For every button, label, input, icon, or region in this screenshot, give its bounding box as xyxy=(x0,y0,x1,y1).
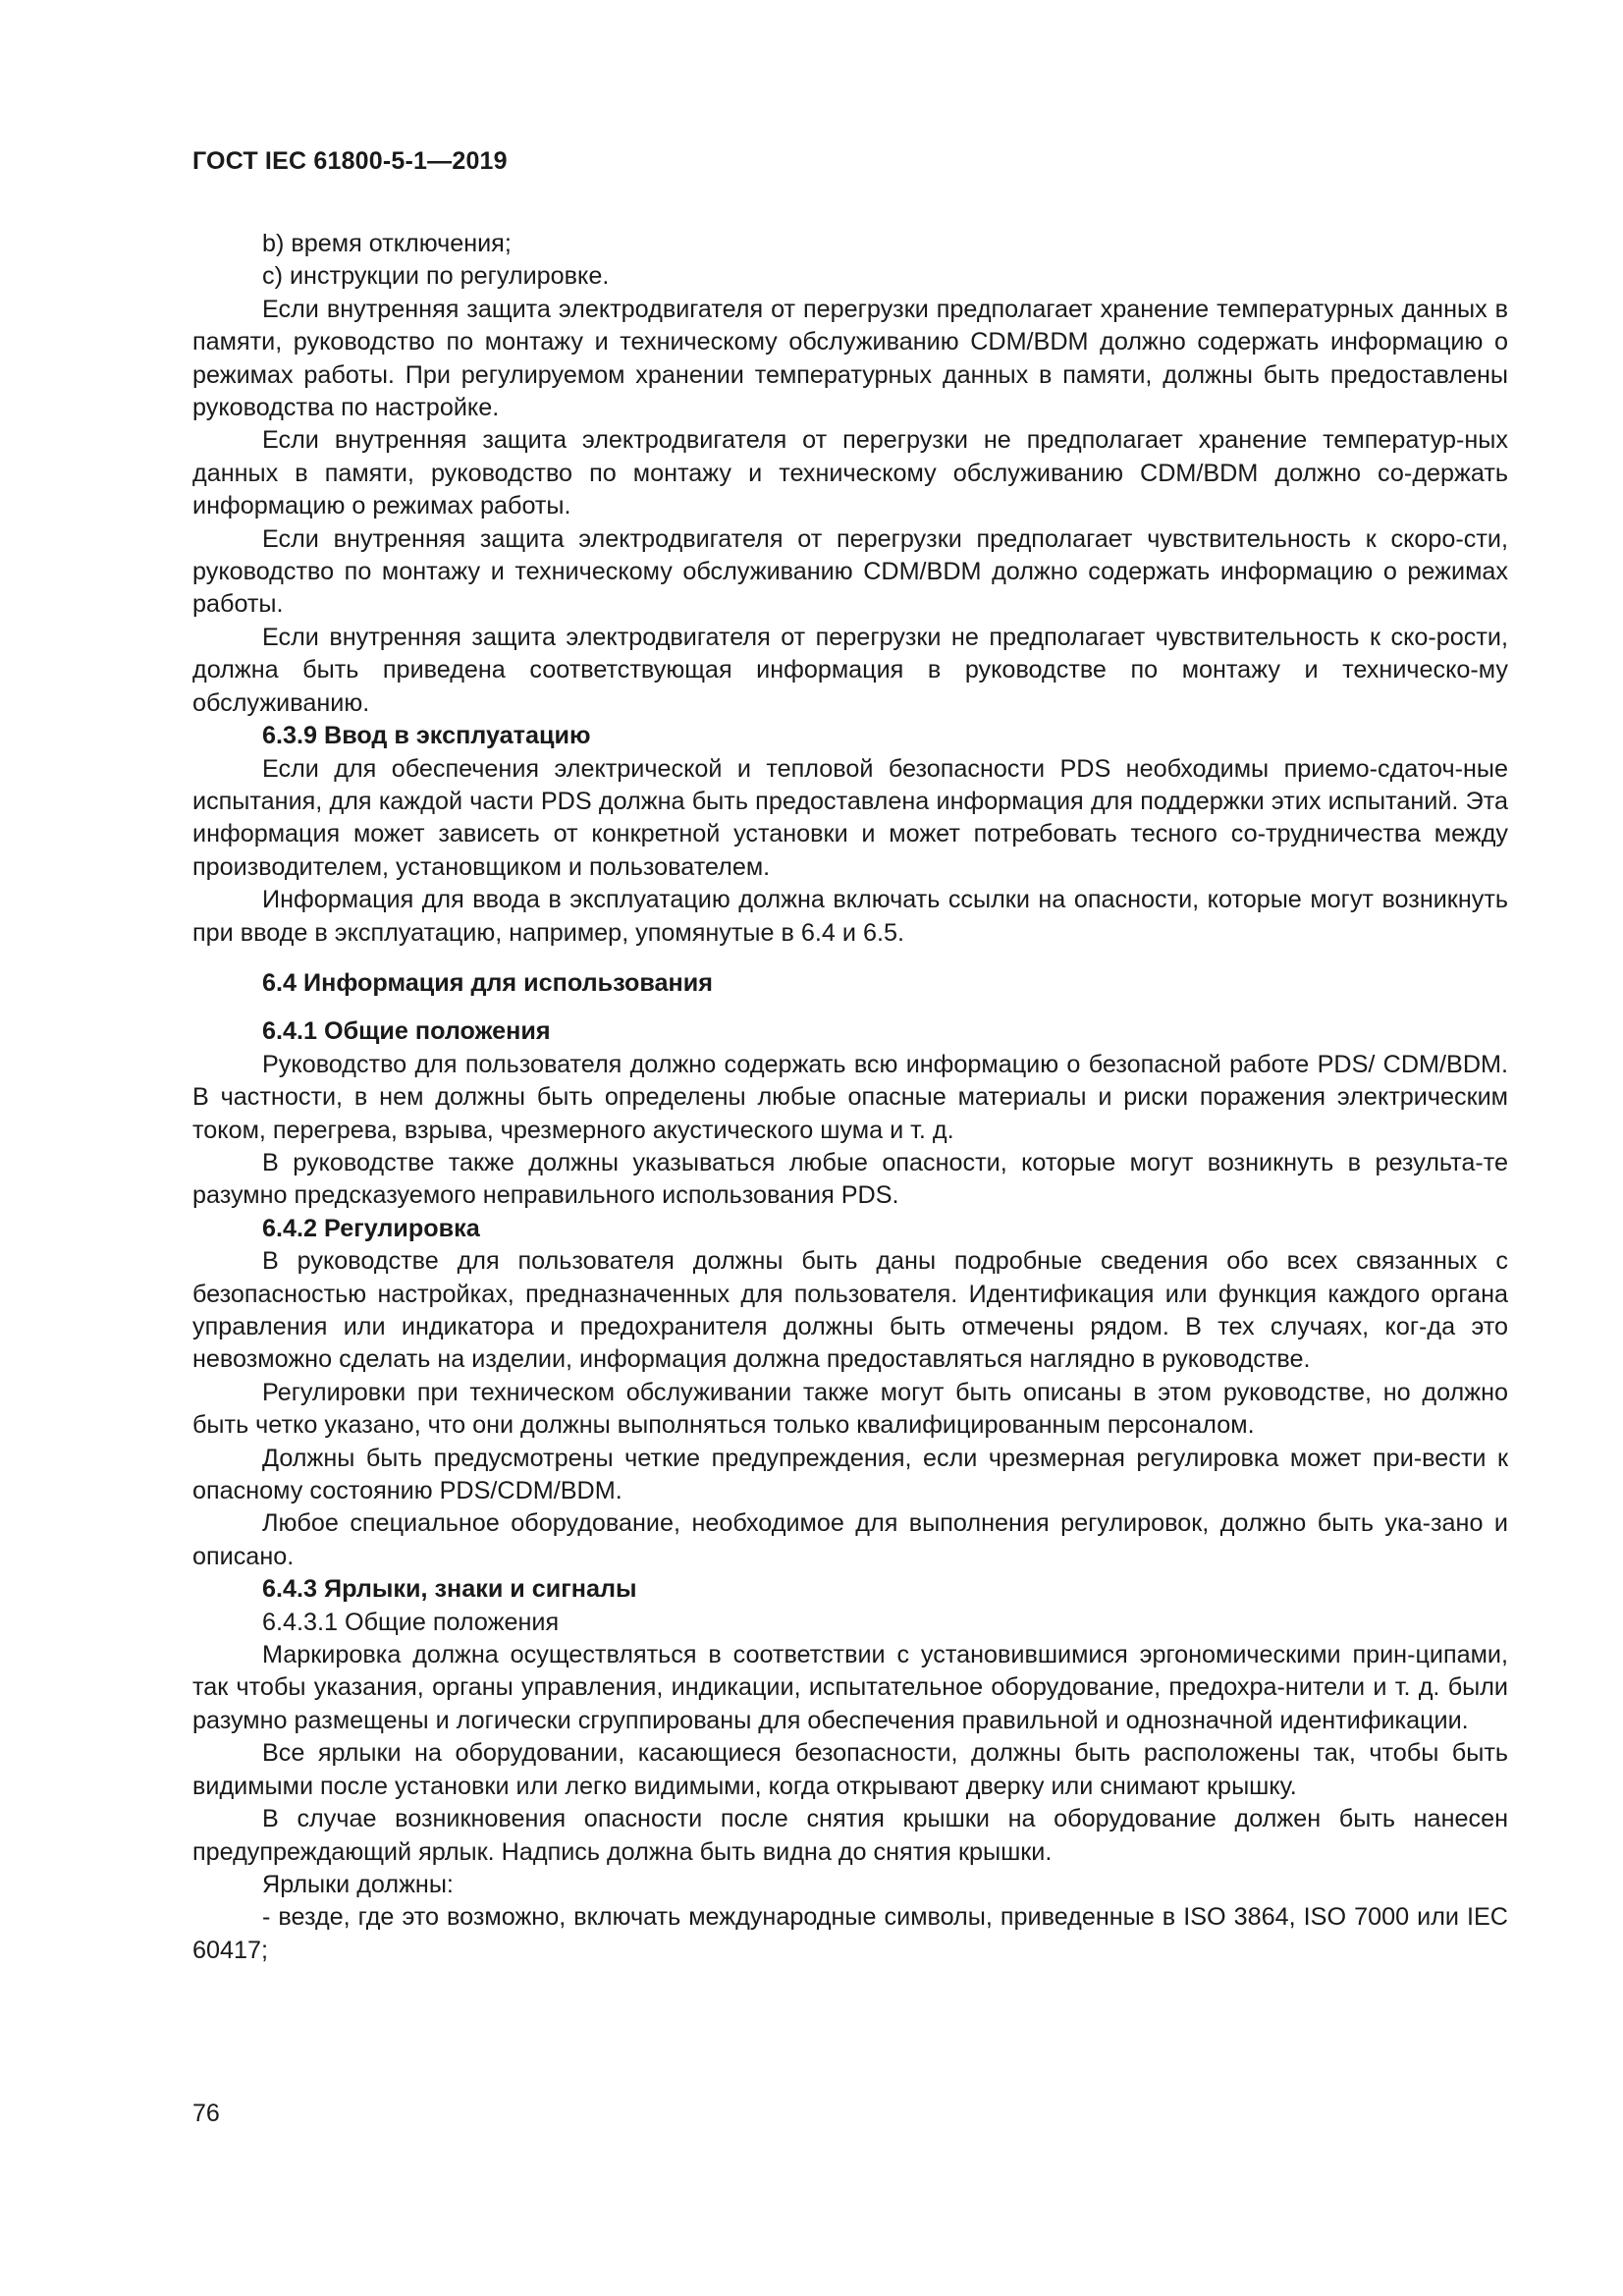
paragraph-adjust-1: В руководстве для пользователя должны быть даны подробные сведения обо всех связанных с безопасностью настройках, предназначенных для пользователя. Идентификация или функция каждого органа управления или индикатора и предохранителя должны быть отмечены рядом. В тех случаях, ког-да это невозможно сделать на изделии, информация должна предоставляться наглядно в руководстве. xyxy=(192,1247,1508,1374)
paragraph-no-speed-sensitivity: Если внутренняя защита электродвигателя от перегрузки не предполагает чувствительность к ско-рости, должна быть приведена соответствующая информация в руководстве по монтажу и техническо-му обслуживанию. xyxy=(192,623,1508,717)
paragraph-adjust-4: Любое специальное оборудование, необходимое для выполнения регулировок, должно быть ука-зано и описано. xyxy=(192,1509,1508,1570)
section-heading-6-4-2: 6.4.2 Регулировка xyxy=(262,1214,480,1242)
paragraph-labels-5: - везде, где это возможно, включать международные символы, приведенные в ISO 3864, ISO 7000 или IEC 60417; xyxy=(192,1903,1508,1964)
section-heading-6-3-9: 6.3.9 Ввод в эксплуатацию xyxy=(262,722,591,750)
list-item-c: c) инструкции по регулировке. xyxy=(262,262,610,291)
document-header: ГОСТ IEC 61800-5-1—2019 xyxy=(192,147,508,175)
paragraph-labels-2: Все ярлыки на оборудовании, касающиеся безопасности, должны быть расположены так, чтобы быть видимыми после установки или легко видимыми, когда открывают дверку или снимают крышку. xyxy=(192,1739,1508,1800)
paragraph-thermal-memory: Если внутренняя защита электродвигателя от перегрузки предполагает хранение температурных данных в памяти, руководство по монтажу и техническому обслуживанию CDM/BDM должно содержать информацию о режимах работы. При регулируемом хранении температурных данных в памяти, должны быть предоставлены руководства по настройке. xyxy=(192,295,1508,422)
paragraph-commissioning-2: Информация для ввода в эксплуатацию должна включать ссылки на опасности, которые могут возникнуть при вводе в эксплуатацию, например, упомянутые в 6.4 и 6.5. xyxy=(192,886,1508,947)
paragraph-speed-sensitivity: Если внутренняя защита электродвигателя от перегрузки предполагает чувствительность к скоро-сти, руководство по монтажу и техническому обслуживанию CDM/BDM должно содержать информацию о режимах работы. xyxy=(192,524,1508,619)
paragraph-labels-1: Маркировка должна осуществляться в соответствии с установившимися эргономическими прин-ципами, так чтобы указания, органы управления, индикации, испытательное оборудование, предохра-нители и т. д. были разумно размещены и логически сгруппированы для обеспечения правильной и однозначной идентификации. xyxy=(192,1641,1508,1734)
list-item-b: b) время отключения; xyxy=(262,230,512,257)
paragraph-general-1: Руководство для пользователя должно содержать всю информацию о безопасной работе PDS/ CDM/BDM. В частности, в нем должны быть определены любые опасные материалы и риски поражения электрическим током, перегрева, взрыва, чрезмерного акустического шума и т. д. xyxy=(192,1050,1508,1144)
document-body xyxy=(192,228,1508,1967)
paragraph-commissioning-1: Если для обеспечения электрической и тепловой безопасности PDS необходимы приемо-сдаточ-ные испытания, для каждой части PDS должна быть предоставлена информация для поддержки этих испытаний. Эта информация может зависеть от конкретной установки и может потребовать тесного со-трудничества между производителем, установщиком и пользователем. xyxy=(192,754,1508,881)
section-heading-6-4: 6.4 Информация для использования xyxy=(262,968,713,997)
paragraph-labels-3: В случае возникновения опасности после снятия крышки на оборудование должен быть нанесен предупреждающий ярлык. Надпись должна быть видна до снятия крышки. xyxy=(192,1805,1508,1866)
paragraph-labels-4: Ярлыки должны: xyxy=(262,1870,454,1898)
page-number: 76 xyxy=(192,2100,220,2127)
paragraph-no-thermal-memory: Если внутренняя защита электродвигателя от перегрузки не предполагает хранение температур-ных данных в памяти, руководство по монтажу и техническому обслуживанию CDM/BDM должно со-держать информацию о режимах работы. xyxy=(192,426,1508,520)
section-heading-6-4-3: 6.4.3 Ярлыки, знаки и сигналы xyxy=(262,1575,637,1604)
paragraph-general-2: В руководстве также должны указываться любые опасности, которые могут возникнуть в результа-те разумно предсказуемого неправильного использования PDS. xyxy=(192,1148,1508,1210)
subclause-heading-6-4-3-1: 6.4.3.1 Общие положения xyxy=(262,1608,560,1636)
section-heading-6-4-1: 6.4.1 Общие положения xyxy=(262,1017,551,1046)
paragraph-adjust-2: Регулировки при техническом обслуживании также могут быть описаны в этом руководстве, но должно быть четко указано, что они должны выполняться только квалифицированным персоналом. xyxy=(192,1378,1508,1440)
paragraph-adjust-3: Должны быть предусмотрены четкие предупреждения, если чрезмерная регулировка может при-вести к опасному состоянию PDS/CDM/BDM. xyxy=(192,1444,1508,1505)
